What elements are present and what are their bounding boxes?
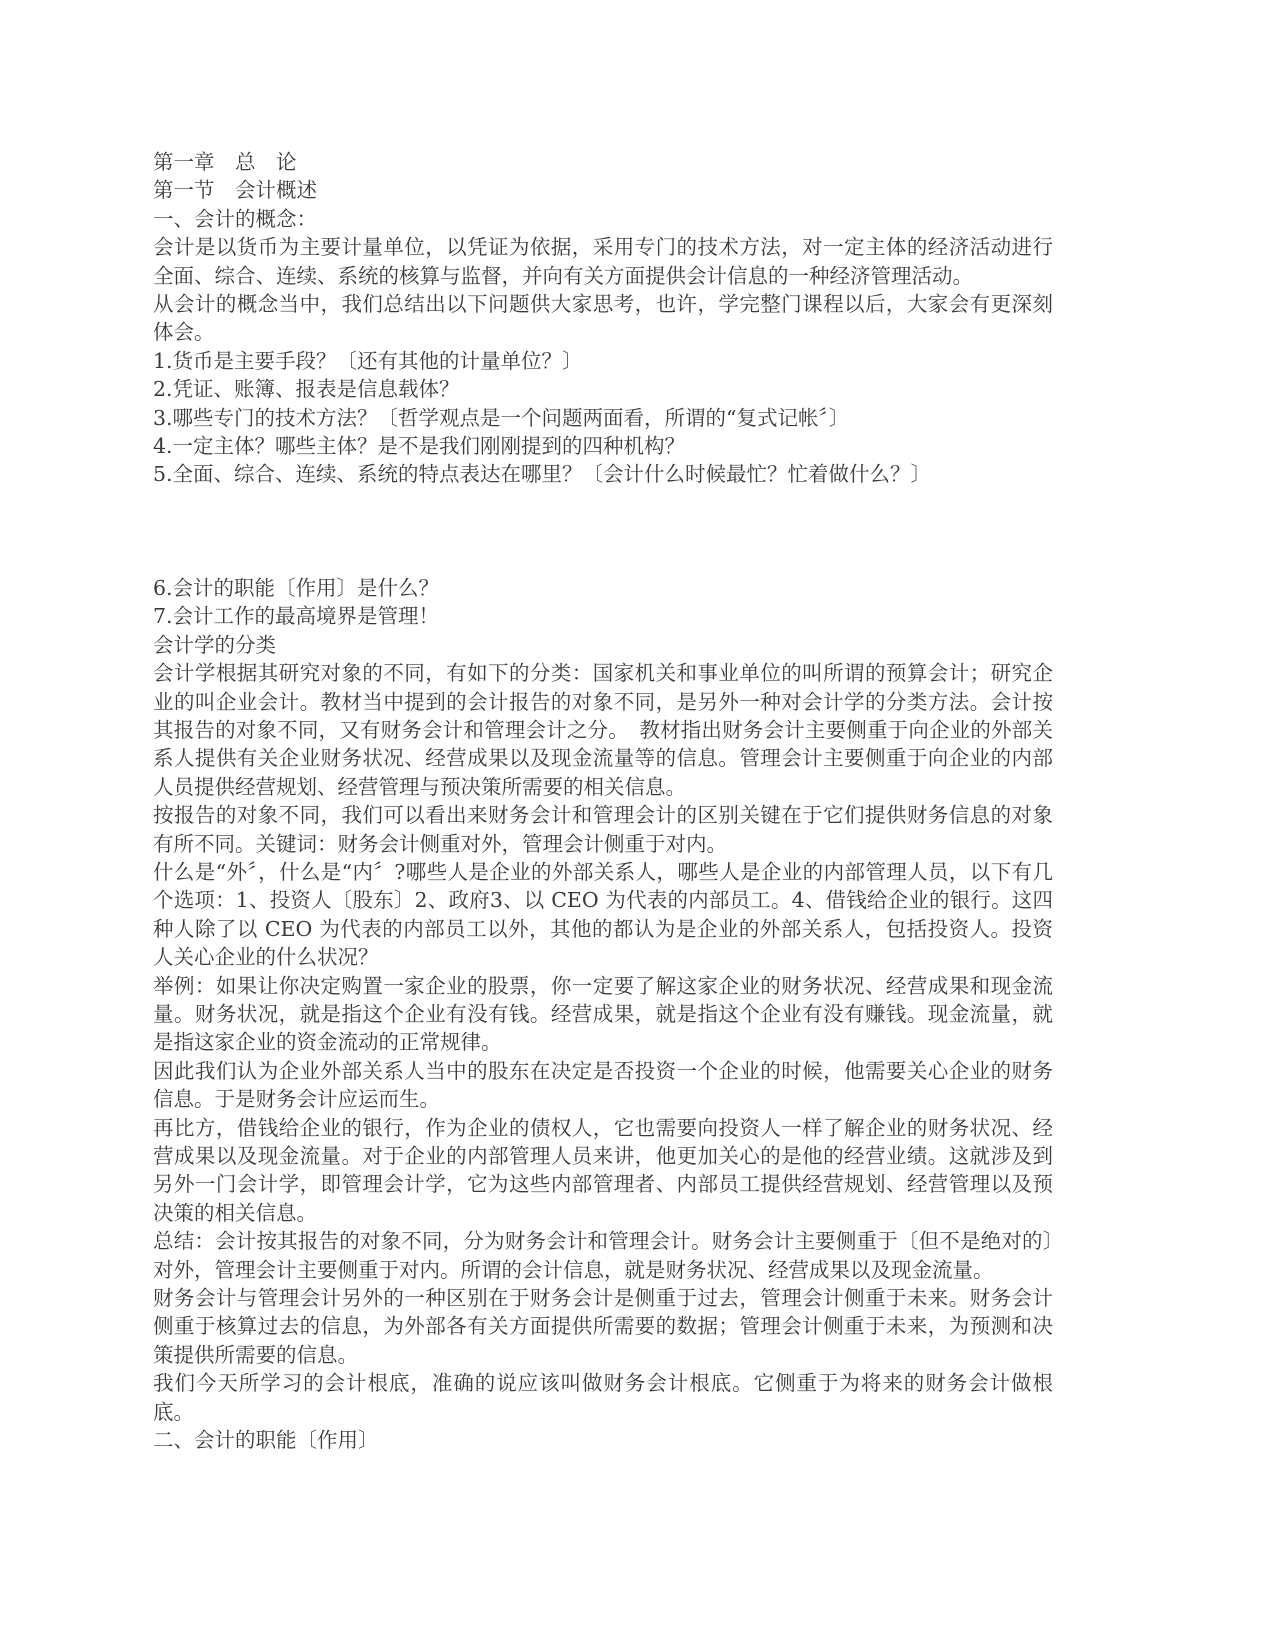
subsection-heading: 一、会计的概念： [153, 206, 317, 231]
list-item: 5.全面、综合、连续、系统的特点表达在哪里？〔会计什么时候最忙？忙着做什么？〕 [153, 462, 932, 487]
paragraph: 因此我们认为企业外部关系人当中的股东在决定是否投资一个企业的时候，他需要关心企业的财务信息。于是财务会计应运而生。 [153, 1058, 1053, 1112]
paragraph: 再比方，借钱给企业的银行，作为企业的债权人，它也需要向投资人一样了解企业的财务状况、经营成果以及现金流量。对于企业的内部管理人员来讲，他更加关心的是他的经营业绩。这就涉及到另外一门会计学，即管理会计学，它为这些内部管理者、内部员工提供经营规划、经营管理以及预决策的相关信息。 [153, 1115, 1053, 1225]
section-title: 第一节 会计概述 [153, 178, 317, 203]
paragraph: 总结：会计按其报告的对象不同，分为财务会计和管理会计。财务会计主要侧重于〔但不是绝对的〕对外，管理会计主要侧重于对内。所谓的会计信息，就是财务状况、经营成果以及现金流量。 [153, 1229, 1053, 1282]
subsection-heading: 二、会计的职能〔作用〕 [153, 1428, 379, 1453]
paragraph: 财务会计与管理会计另外的一种区别在于财务会计是侧重于过去，管理会计侧重于未来。财务会计侧重于核算过去的信息，为外部各有关方面提供所需要的数据；管理会计侧重于未来，为预测和决策提供所需要的信息。 [153, 1286, 1053, 1367]
paragraph: 会计学根据其研究对象的不同，有如下的分类：国家机关和事业单位的叫所谓的预算会计；研究企业的叫企业会计。教材当中提到的会计报告的对象不同，是另外一种对会计学的分类方法。会计按其报告的对象不同，又有财务会计和管理会计之分。 教材指出财务会计主要侧重于向企业的外部关系人提供有关企业财务状况、经营成果以及现金流量等的信息。管理会计主要侧重于向企业的内部人员提供经营规划、经营管理与预决策所需要的相关信息。 [153, 661, 1053, 799]
list-item: 7.会计工作的最高境界是管理！ [153, 604, 440, 629]
paragraph: 会计是以货币为主要计量单位，以凭证为依据，采用专门的技术方法，对一定主体的经济活动进行全面、综合、连续、系统的核算与监督，并向有关方面提供会计信息的一种经济管理活动。 [153, 235, 1053, 288]
list-item: 4.一定主体？哪些主体？是不是我们刚刚提到的四种机构？ [153, 434, 686, 459]
list-item: 3.哪些专门的技术方法？〔哲学观点是一个问题两面看，所谓的“复式记帐〞〕 [153, 405, 850, 430]
subsection-heading: 会计学的分类 [153, 632, 276, 657]
chapter-title: 第一章 总 论 [153, 150, 297, 174]
paragraph: 举例：如果让你决定购置一家企业的股票，你一定要了解这家企业的财务状况、经营成果和现金流量。财务状况，就是指这个企业有没有钱。经营成果，就是指这个企业有没有赚钱。现金流量，就是指这家企业的资金流动的正常规律。 [153, 973, 1053, 1055]
paragraph: 什么是“外〞，什么是“内〞?哪些人是企业的外部关系人，哪些人是企业的内部管理人员，以下有几个选项：1、投资人〔股东〕2、政府3、以 CEO 为代表的内部员工。4、借钱给企业的银行。这四种人除了以 CEO 为代表的内部员工以外，其他的都认为是企业的外部关系人，包括投资人。投资人关心企业的什么状况？ [153, 859, 1053, 970]
blank-gap [153, 489, 1053, 574]
list-item: 1.货币是主要手段？〔还有其他的计量单位？〕 [153, 348, 583, 373]
list-item: 6.会计的职能〔作用〕是什么？ [153, 575, 440, 600]
list-item: 2.凭证、账簿、报表是信息载体？ [153, 377, 460, 402]
paragraph: 我们今天所学习的会计根底，准确的说应该叫做财务会计根底。它侧重于为将来的财务会计做根底。 [153, 1371, 1053, 1424]
document-page [153, 148, 1053, 1454]
paragraph: 从会计的概念当中，我们总结出以下问题供大家思考，也许，学完整门课程以后，大家会有更深刻体会。 [153, 292, 1053, 345]
paragraph: 按报告的对象不同，我们可以看出来财务会计和管理会计的区别关键在于它们提供财务信息的对象有所不同。关键词：财务会计侧重对外，管理会计侧重于对内。 [153, 803, 1053, 856]
